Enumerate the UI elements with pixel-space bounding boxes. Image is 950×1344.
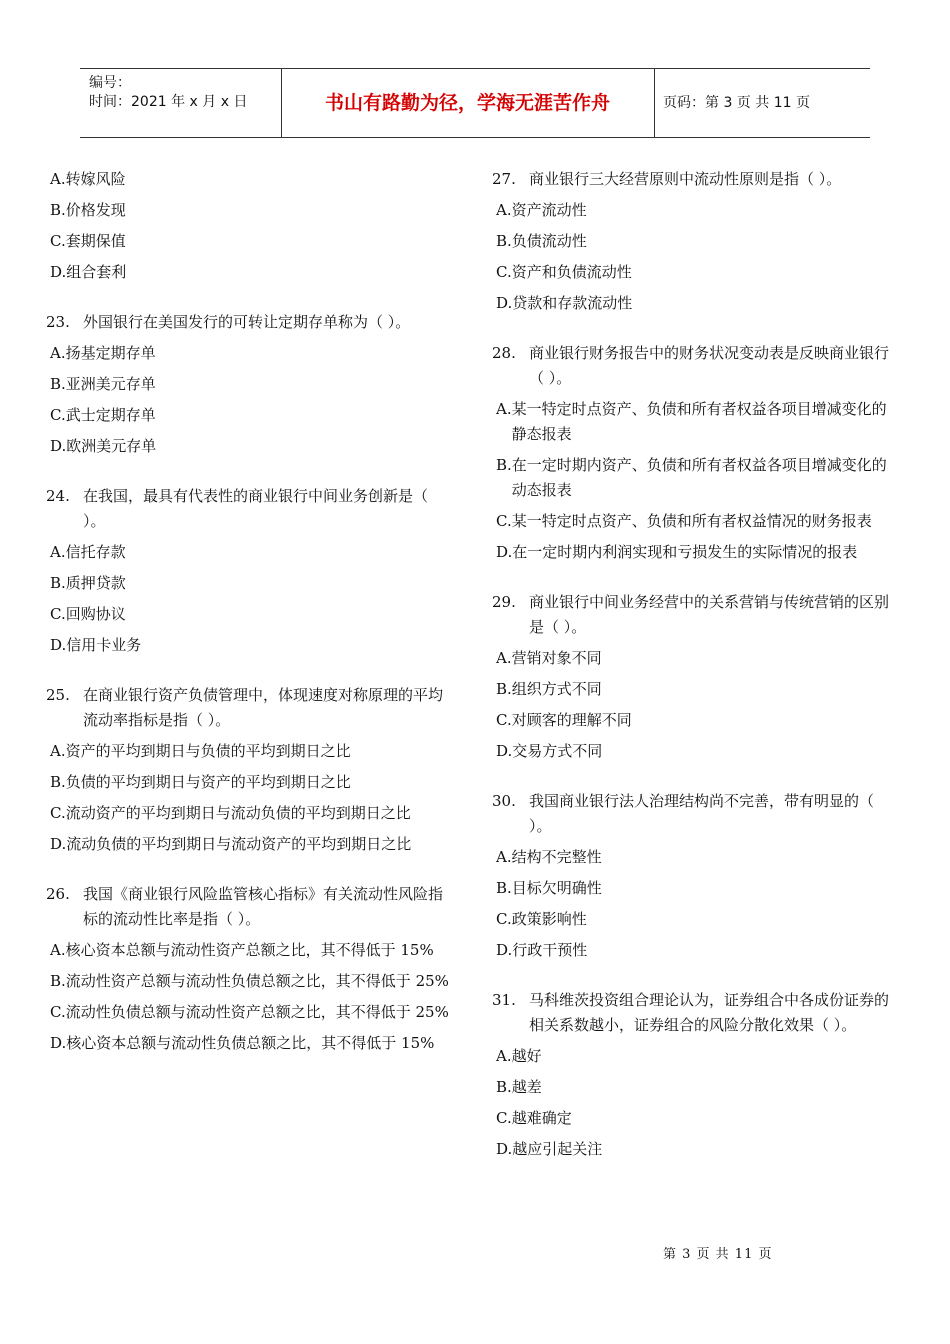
option-text: 流动性资产总额与流动性负债总额之比，其不得低于 25% [65,972,449,990]
answer-option [492,260,900,285]
question-stem [46,310,454,335]
option-letter: C. [496,512,512,530]
document-number-label: 编号： [89,75,131,91]
option-text: 营销对象不同 [511,649,602,667]
question-text: 我国《商业银行风险监管核心指标》有关流动性风险指标的流动性比率是指（ ）。 [83,885,444,928]
answer-option [46,969,454,994]
option-text: 核心资本总额与流动性资产总额之比，其不得低于 15% [65,941,434,959]
option-letter: A. [50,543,66,561]
question-stem [46,683,454,733]
question-number: 31. [492,991,516,1009]
option-text: 欧洲美元存单 [66,437,157,455]
option-text: 回购协议 [65,605,126,623]
answer-option [492,1044,900,1069]
question-block [492,988,900,1162]
option-letter: D. [50,835,67,853]
motto-text: 书山有路勤为径，学海无涯苦作舟 [324,92,610,114]
option-text: 越差 [511,1078,542,1096]
option-letter: B. [50,574,66,592]
option-letter: B. [496,456,512,474]
option-letter: C. [50,1003,66,1021]
answer-option [492,739,900,764]
left-question-column [46,167,454,1062]
option-letter: B. [50,375,66,393]
answer-option [492,540,900,565]
option-text: 在一定时期内利润实现和亏损发生的实际情况的报表 [512,543,858,561]
option-text: 武士定期存单 [65,406,156,424]
option-letter: B. [50,773,66,791]
option-text: 在一定时期内资产、负债和所有者权益各项目增减变化的动态报表 [511,456,887,499]
option-letter: C. [50,232,66,250]
question-block [492,789,900,988]
answer-option [46,739,454,764]
option-text: 转嫁风险 [65,170,126,188]
answer-option [46,1031,454,1056]
option-letter: D. [50,636,67,654]
answer-option [46,1000,454,1025]
question-text: 商业银行财务报告中的财务状况变动表是反映商业银行（ ）。 [529,344,890,387]
header-motto-cell [281,69,655,137]
answer-option [46,938,454,963]
option-letter: C. [50,605,66,623]
option-text: 流动资产的平均到期日与流动负债的平均到期日之比 [65,804,411,822]
question-text: 商业银行三大经营原则中流动性原则是指（ ）。 [529,170,842,188]
answer-option [492,229,900,254]
answer-option [46,434,454,459]
question-block [46,310,454,484]
question-number: 30. [492,792,516,810]
option-letter: C. [50,406,66,424]
option-letter: A. [496,848,512,866]
question-number: 27. [492,170,516,188]
question-block [492,590,900,789]
answer-option [46,229,454,254]
question-spacer [46,863,454,882]
option-text: 政策影响性 [511,910,587,928]
option-text: 质押贷款 [65,574,126,592]
page-footer: 第 3 页 共 11 页 [663,1247,773,1262]
question-text: 外国银行在美国发行的可转让定期存单称为（ ）。 [83,313,411,331]
option-text: 套期保值 [65,232,126,250]
question-spacer [46,291,454,310]
page-header [80,68,870,138]
answer-option [492,1075,900,1100]
option-text: 资产流动性 [511,201,587,219]
option-letter: C. [496,1109,512,1127]
question-stem [492,341,900,391]
question-spacer [492,770,900,789]
answer-option [46,341,454,366]
option-letter: D. [50,263,67,281]
answer-option [492,198,900,223]
option-letter: B. [496,232,512,250]
answer-option [46,540,454,565]
answer-option [492,646,900,671]
answer-option [492,845,900,870]
question-stem [46,484,454,534]
option-text: 行政干预性 [512,941,588,959]
question-number: 26. [46,885,70,903]
answer-option [46,372,454,397]
answer-option [46,832,454,857]
answer-option [492,938,900,963]
option-letter: A. [496,400,512,418]
option-letter: D. [50,437,67,455]
question-text: 在商业银行资产负债管理中，体现速度对称原理的平均流动率指标是指（ ）。 [83,686,444,729]
question-block [46,882,454,1056]
option-text: 扬基定期存单 [65,344,156,362]
option-letter: A. [496,1047,512,1065]
option-text: 负债流动性 [511,232,587,250]
option-text: 组合套利 [66,263,127,281]
header-info-cell [80,69,282,137]
option-text: 亚洲美元存单 [65,375,156,393]
answer-option [492,708,900,733]
answer-option [46,602,454,627]
option-letter: A. [50,344,66,362]
option-letter: A. [50,742,66,760]
question-block [46,484,454,683]
document-date-label: 时间：2021 年 x 月 x 日 [89,94,248,110]
question-number: 25. [46,686,70,704]
answer-option [492,509,900,534]
answer-option [46,260,454,285]
option-letter: B. [50,201,66,219]
question-text: 我国商业银行法人治理结构尚不完善，带有明显的（ ）。 [529,792,875,835]
question-spacer [492,322,900,341]
option-letter: D. [496,941,513,959]
answer-option [46,770,454,795]
option-text: 流动性负债总额与流动性资产总额之比，其不得低于 25% [65,1003,449,1021]
question-stem [492,988,900,1038]
question-text: 马科维茨投资组合理论认为，证券组合中各成份证券的相关系数越小，证券组合的风险分散化效果（ ）。 [529,991,890,1034]
option-letter: B. [50,972,66,990]
answer-option [492,876,900,901]
header-page-cell [655,69,870,137]
answer-option [46,198,454,223]
option-letter: A. [50,941,66,959]
option-letter: D. [496,1140,513,1158]
answer-option [46,167,454,192]
answer-option [46,571,454,596]
question-text: 在我国，最具有代表性的商业银行中间业务创新是（ ）。 [83,487,429,530]
question-spacer [492,571,900,590]
option-text: 目标欠明确性 [511,879,602,897]
answer-option [492,1106,900,1131]
question-block [46,683,454,882]
question-number: 24. [46,487,70,505]
option-letter: D. [496,543,513,561]
option-letter: D. [496,742,513,760]
option-text: 资产的平均到期日与负债的平均到期日之比 [65,742,351,760]
option-text: 某一特定时点资产、负债和所有者权益各项目增减变化的静态报表 [511,400,887,443]
option-letter: C. [50,804,66,822]
answer-option [46,403,454,428]
right-question-column [492,167,900,1168]
answer-option [492,453,900,503]
option-text: 对顾客的理解不同 [511,711,632,729]
question-block [46,167,454,310]
question-stem [492,789,900,839]
question-number: 28. [492,344,516,362]
question-spacer [46,664,454,683]
question-spacer [492,969,900,988]
question-number: 29. [492,593,516,611]
option-letter: B. [496,879,512,897]
option-text: 信用卡业务 [66,636,142,654]
question-stem [46,882,454,932]
answer-option [46,633,454,658]
option-text: 越应引起关注 [512,1140,603,1158]
option-letter: C. [496,711,512,729]
answer-option [492,907,900,932]
option-text: 流动负债的平均到期日与流动资产的平均到期日之比 [66,835,412,853]
option-text: 某一特定时点资产、负债和所有者权益情况的财务报表 [511,512,872,530]
option-letter: B. [496,680,512,698]
answer-option [492,1137,900,1162]
question-stem [492,167,900,192]
option-text: 贷款和存款流动性 [512,294,633,312]
question-number: 23. [46,313,70,331]
option-text: 越难确定 [511,1109,572,1127]
answer-option [492,677,900,702]
option-letter: B. [496,1078,512,1096]
answer-option [46,801,454,826]
option-letter: A. [496,201,512,219]
option-letter: A. [50,170,66,188]
option-letter: D. [50,1034,67,1052]
option-text: 交易方式不同 [512,742,603,760]
answer-option [492,291,900,316]
option-text: 信托存款 [65,543,126,561]
option-text: 负债的平均到期日与资产的平均到期日之比 [65,773,351,791]
page-number-label: 页码：第 3 页 共 11 页 [663,95,810,111]
option-text: 结构不完整性 [511,848,602,866]
question-stem [492,590,900,640]
option-letter: A. [496,649,512,667]
option-text: 组织方式不同 [511,680,602,698]
question-text: 商业银行中间业务经营中的关系营销与传统营销的区别是（ ）。 [529,593,890,636]
option-letter: D. [496,294,513,312]
option-letter: C. [496,910,512,928]
question-block [492,167,900,341]
option-text: 越好 [511,1047,542,1065]
question-block [492,341,900,590]
option-letter: C. [496,263,512,281]
answer-option [492,397,900,447]
question-spacer [46,465,454,484]
option-text: 资产和负债流动性 [511,263,632,281]
option-text: 价格发现 [65,201,126,219]
option-text: 核心资本总额与流动性负债总额之比，其不得低于 15% [66,1034,435,1052]
